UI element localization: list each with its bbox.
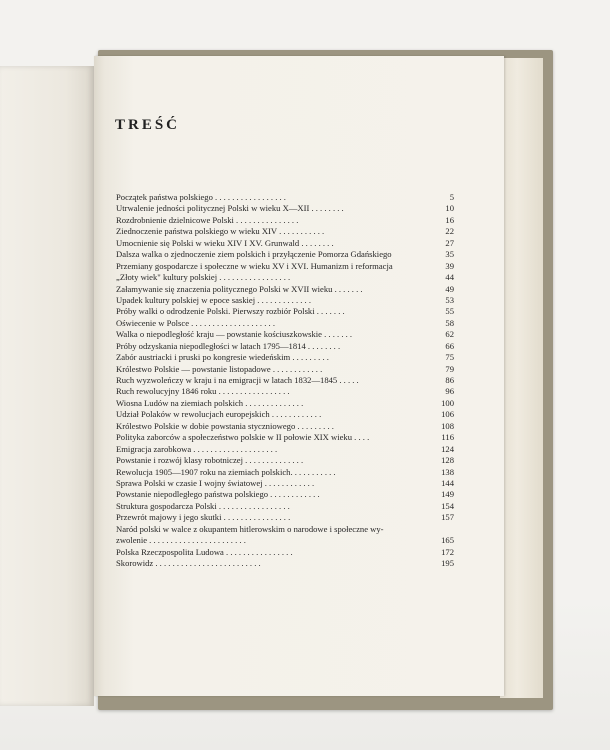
toc-entry	[116, 478, 454, 489]
toc-entry	[116, 432, 454, 443]
toc-entry-title: Powstanie niepodległego państwa polskiego . . . . . . . . . . . .	[116, 489, 320, 500]
toc-entry	[116, 249, 454, 260]
toc-entry-title: Ziednoczenie państwa polskiego w wieku XIV . . . . . . . . . . .	[116, 226, 325, 237]
toc-entry-page: 66	[445, 340, 454, 351]
toc-entry	[116, 364, 454, 375]
toc-entry-page: 10	[445, 203, 454, 214]
toc-entry-title: Rozdrobnienie dzielnicowe Polski . . . . . . . . . . . . . . .	[116, 214, 299, 225]
toc-entry	[116, 501, 454, 512]
toc-entry-page: 62	[445, 329, 454, 340]
left-page	[0, 66, 94, 706]
page-title: TREŚĆ	[115, 117, 181, 133]
toc-entry-page: 39	[445, 260, 454, 271]
toc-entry	[116, 261, 454, 272]
toc-entry-title: Rewolucja 1905—1907 roku na ziemiach polskich. . . . . . . . . . .	[116, 466, 336, 477]
toc-entry-page: 55	[445, 306, 454, 317]
toc-entry-title: Walka o niepodległość kraju — powstanie kościuszkowskie . . . . . . .	[116, 329, 353, 340]
toc-entry	[116, 535, 454, 546]
toc-entry-title: Polska Rzeczpospolita Ludowa . . . . . . . . . . . . . . . .	[116, 546, 293, 557]
toc-entry-title: Naród polski w walce z okupantem hitlerowskim o narodowe i społeczne wy-	[116, 523, 384, 534]
toc-entry-page: 172	[441, 546, 454, 557]
toc-entry-page: 86	[445, 375, 454, 385]
toc-entry-page: 27	[445, 237, 454, 248]
toc-entry	[116, 421, 454, 432]
toc-entry	[116, 295, 454, 306]
toc-entry-title: Polityka zaborców a społeczeństwo polskie w II połowie XIX wieku . . . .	[116, 432, 370, 443]
toc-entry-page: 5	[449, 192, 454, 202]
toc-entry-page: 149	[441, 489, 454, 500]
toc-entry	[116, 512, 454, 523]
toc-entry-title: Udział Polaków w rewolucjach europejskich . . . . . . . . . . . .	[116, 409, 322, 420]
toc-entry-page: 116	[441, 432, 454, 443]
page-edges	[500, 58, 543, 698]
toc-entry-page: 138	[441, 466, 454, 477]
toc-entry-page: 165	[441, 535, 454, 546]
toc-entry-title: Struktura gospodarcza Polski . . . . . . . . . . . . . . . . .	[116, 500, 290, 511]
toc-entry-page: 35	[445, 249, 454, 260]
toc-entry-title: Ruch wyzwoleńczy w kraju i na emigracji w latach 1832—1845 . . . . .	[116, 375, 359, 385]
toc-entry-page: 100	[441, 397, 454, 408]
toc-entry-page: 16	[445, 214, 454, 225]
toc-entry-page: 96	[445, 386, 454, 397]
toc-entry-page: 157	[441, 512, 454, 523]
toc-entry	[116, 192, 454, 203]
toc-entry-title: Upadek kultury polskiej w epoce saskiej . . . . . . . . . . . . .	[116, 294, 311, 305]
toc-entry	[116, 409, 454, 420]
toc-entry	[116, 455, 454, 466]
toc-entry	[116, 272, 454, 283]
toc-entry-title: Początek państwa polskiego . . . . . . . . . . . . . . . . .	[116, 192, 286, 202]
toc-entry-title: Ruch rewolucyjny 1846 roku . . . . . . . . . . . . . . . . .	[116, 386, 290, 397]
toc-entry	[116, 329, 454, 340]
toc-entry-page: 22	[445, 226, 454, 237]
toc-entry-title: Wiosna Ludów na ziemiach polskich . . . . . . . . . . . . . .	[116, 397, 304, 408]
toc-entry-title: Umocnienie się Polski w wieku XIV I XV. Grunwald . . . . . . . .	[116, 237, 334, 248]
toc-entry	[116, 306, 454, 317]
toc-entry-page: 128	[441, 455, 454, 466]
toc-entry-title: Królestwo Polskie w dobie powstania styczniowego . . . . . . . . .	[116, 420, 334, 431]
toc-entry	[116, 284, 454, 295]
table-of-contents	[116, 192, 454, 569]
toc-entry-page: 154	[441, 500, 454, 511]
toc-entry	[116, 341, 454, 352]
toc-entry-page: 49	[445, 283, 454, 294]
toc-entry-title: Sprawa Polski w czasie I wojny światowej . . . . . . . . . . . .	[116, 477, 315, 488]
toc-entry-page: 75	[445, 352, 454, 363]
toc-entry-page: 58	[445, 317, 454, 328]
toc-entry	[116, 547, 454, 558]
toc-entry-page: 108	[441, 420, 454, 431]
toc-entry-title: Przewrót majowy i jego skutki . . . . . . . . . . . . . . . .	[116, 512, 291, 523]
toc-entry	[116, 398, 454, 409]
toc-entry-title: Próby odzyskania niepodległości w latach 1795—1814 . . . . . . . .	[116, 340, 341, 351]
toc-entry-title: Skorowidz . . . . . . . . . . . . . . . . . . . . . . . . .	[116, 558, 261, 568]
toc-entry	[116, 558, 454, 569]
toc-entry	[116, 318, 454, 329]
toc-entry-page: 144	[441, 477, 454, 488]
toc-entry	[116, 489, 454, 500]
toc-entry-title: Królestwo Polskie — powstanie listopadowe . . . . . . . . . . . .	[116, 363, 323, 374]
toc-entry	[116, 226, 454, 237]
toc-entry-page: 79	[445, 363, 454, 374]
toc-entry-page: 106	[441, 409, 454, 420]
toc-entry-title: zwolenie . . . . . . . . . . . . . . . . . . . . . . .	[116, 535, 246, 546]
toc-entry	[116, 444, 454, 455]
toc-entry-title: Przemiany gospodarcze i społeczne w wieku XV i XVI. Humanizm i reformacja	[116, 260, 393, 271]
toc-entry	[116, 386, 454, 397]
toc-entry-title: Załamywanie się znaczenia politycznego Polski w XVII wieku . . . . . . .	[116, 283, 363, 294]
toc-entry-page: 53	[445, 294, 454, 305]
toc-entry	[116, 203, 454, 214]
toc-entry	[116, 238, 454, 249]
toc-entry-page: 124	[441, 443, 454, 454]
toc-entry-title: Dalsza walka o zjednoczenie ziem polskich i przyłączenie Pomorza Gdańskiego	[116, 249, 392, 260]
toc-entry	[116, 352, 454, 363]
toc-entry-title: Emigracja zarobkowa . . . . . . . . . . . . . . . . . . . .	[116, 443, 278, 454]
toc-entry	[116, 524, 454, 535]
toc-entry-title: Powstanie i rozwój klasy robotniczej . . . . . . . . . . . . . .	[116, 455, 304, 466]
toc-entry-title: Utrwalenie jedności politycznej Polski w wieku X—XII . . . . . . . .	[116, 203, 344, 214]
toc-entry	[116, 467, 454, 478]
toc-entry-title: Zabór austriacki i pruski po kongresie wiedeńskim . . . . . . . . .	[116, 352, 329, 363]
toc-entry-title: Oświecenie w Polsce . . . . . . . . . . . . . . . . . . . .	[116, 317, 275, 328]
toc-entry	[116, 375, 454, 386]
toc-entry-page: 44	[445, 272, 454, 283]
toc-entry-title: Próby walki o odrodzenie Polski. Pierwszy rozbiór Polski . . . . . . .	[116, 306, 345, 317]
toc-entry-title: „Złoty wiek" kultury polskiej . . . . . . . . . . . . . . . . .	[116, 272, 291, 283]
toc-entry	[116, 215, 454, 226]
toc-entry-page: 195	[441, 558, 454, 568]
